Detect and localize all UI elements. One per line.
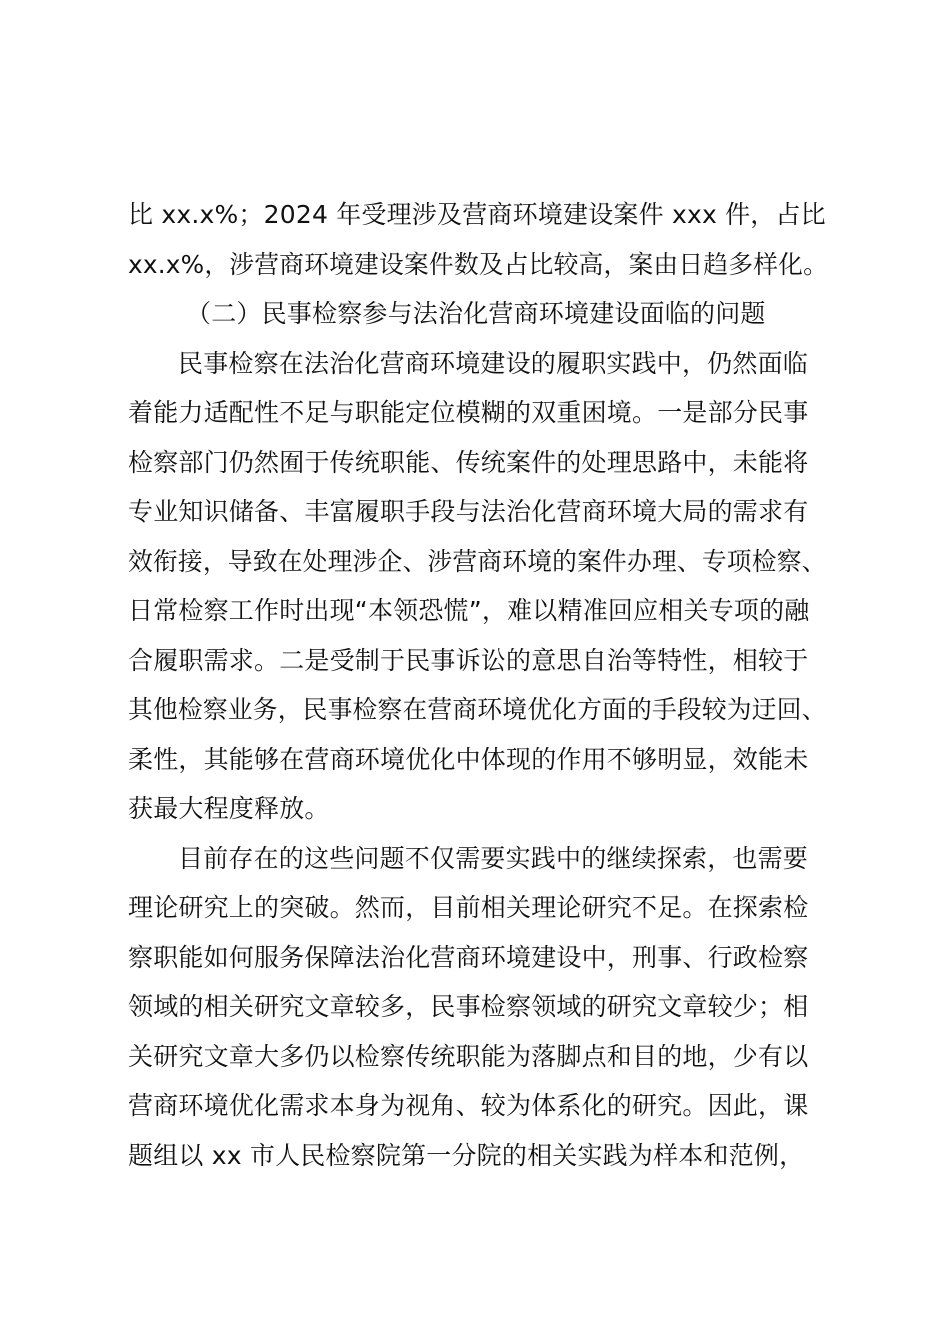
text-line: 民事检察在法治化营商环境建设的履职实践中，仍然面临 <box>178 348 809 378</box>
text-line: xx.x%，涉营商环境建设案件数及占比较高，案由日趋多样化。 <box>128 249 829 279</box>
text-line: 获最大程度释放。 <box>128 794 330 823</box>
text-line: 题组以 xx 市人民检察院第一分院的相关实践为样本和范例， <box>128 1140 805 1170</box>
body-text <box>128 190 828 1180</box>
text-line: 着能力适配性不足与职能定位模糊的双重困境。一是部分民事 <box>128 398 809 427</box>
text-line: 察职能如何服务保障法治化营商环境建设中，刑事、行政检察 <box>128 942 809 972</box>
text-line: 理论研究上的突破。然而，目前相关理论研究不足。在探索检 <box>128 893 809 922</box>
text-line: 其他检察业务，民事检察在营商环境优化方面的手段较为迂回、 <box>128 695 827 724</box>
text-line: 效衔接，导致在处理涉企、涉营商环境的案件办理、专项检察、 <box>128 546 827 576</box>
text-line: 专业知识储备、丰富履职手段与法治化营商环境大局的需求有 <box>128 497 809 526</box>
text-line: 比 xx.x%；2024 年受理涉及营商环境建设案件 xxx 件，占比 <box>128 200 826 229</box>
text-line: 日常检察工作时出现“本领恐慌”，难以精准回应相关专项的融 <box>128 596 810 625</box>
text-line: 目前存在的这些问题不仅需要实践中的继续探索，也需要 <box>178 843 809 873</box>
text-line: 合履职需求。二是受制于民事诉讼的意思自治等特性，相较于 <box>128 645 809 675</box>
text-line: （二）民事检察参与法治化营商环境建设面临的问题 <box>186 299 766 328</box>
text-line: 关研究文章大多仍以检察传统职能为落脚点和目的地，少有以 <box>128 1041 809 1071</box>
text-line: 营商环境优化需求本身为视角、较为体系化的研究。因此，课 <box>128 1091 809 1120</box>
text-line: 柔性，其能够在营商环境优化中体现的作用不够明显，效能未 <box>128 744 809 774</box>
text-line: 领域的相关研究文章较多，民事检察领域的研究文章较少；相 <box>128 992 809 1021</box>
text-line: 检察部门仍然囿于传统职能、传统案件的处理思路中，未能将 <box>128 447 809 477</box>
